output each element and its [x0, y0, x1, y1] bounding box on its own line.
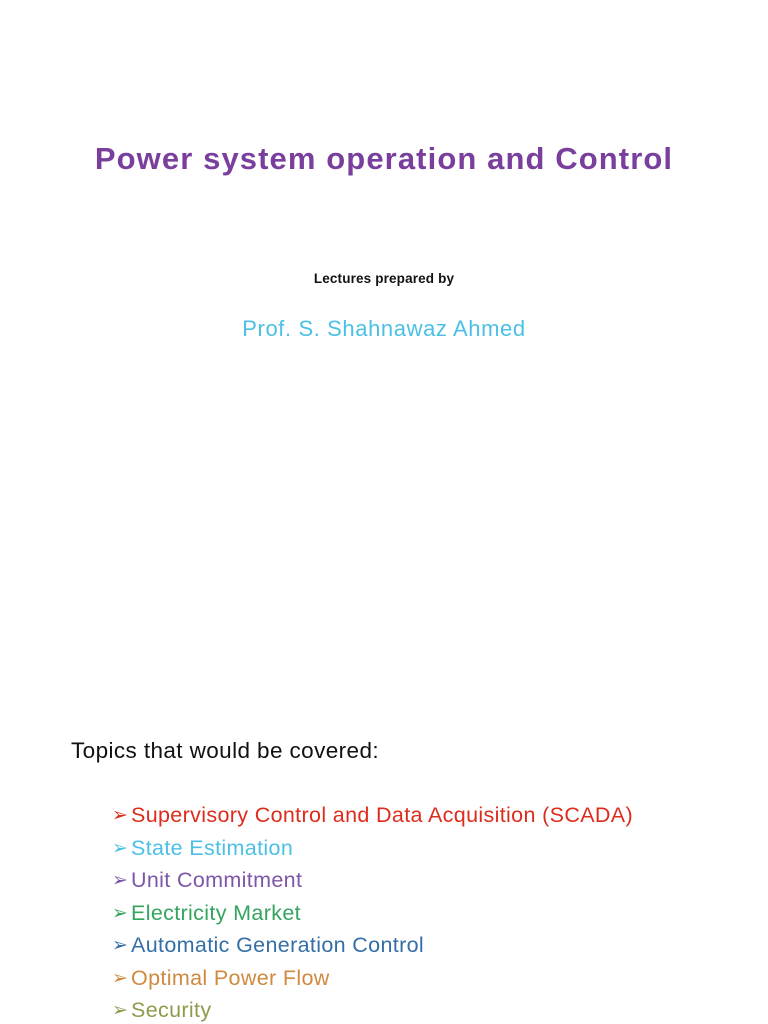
arrow-bullet-icon: ➢	[112, 935, 129, 956]
list-item	[112, 901, 633, 934]
author-name: Prof. S. Shahnawaz Ahmed	[242, 316, 526, 341]
arrow-bullet-icon: ➢	[112, 902, 129, 924]
topics-list	[112, 803, 633, 1024]
list-item	[112, 998, 633, 1024]
list-item	[112, 836, 633, 869]
topics-heading: Topics that would be covered:	[71, 738, 380, 763]
list-item	[112, 868, 633, 901]
lectures-prepared-by-label: Lectures prepared by	[313, 271, 455, 286]
list-item-label: Automatic Generation Control	[131, 933, 425, 957]
list-item	[112, 966, 633, 999]
arrow-bullet-icon: ➢	[112, 1000, 129, 1021]
arrow-bullet-icon: ➢	[112, 805, 129, 826]
list-item-label: Optimal Power Flow	[131, 965, 330, 990]
list-item-label: Unit Commitment	[131, 868, 303, 892]
list-item	[112, 803, 633, 836]
page-title: Power system operation and Control	[94, 140, 674, 176]
list-item-label: Security	[131, 998, 212, 1022]
list-item-label: Electricity Market	[131, 900, 301, 925]
arrow-bullet-icon: ➢	[112, 870, 129, 891]
arrow-bullet-icon: ➢	[112, 837, 129, 859]
list-item-label: State Estimation	[131, 835, 294, 860]
arrow-bullet-icon: ➢	[112, 967, 129, 989]
list-item-label: Supervisory Control and Data Acquisition (SCADA)	[131, 803, 633, 827]
list-item	[112, 933, 633, 966]
